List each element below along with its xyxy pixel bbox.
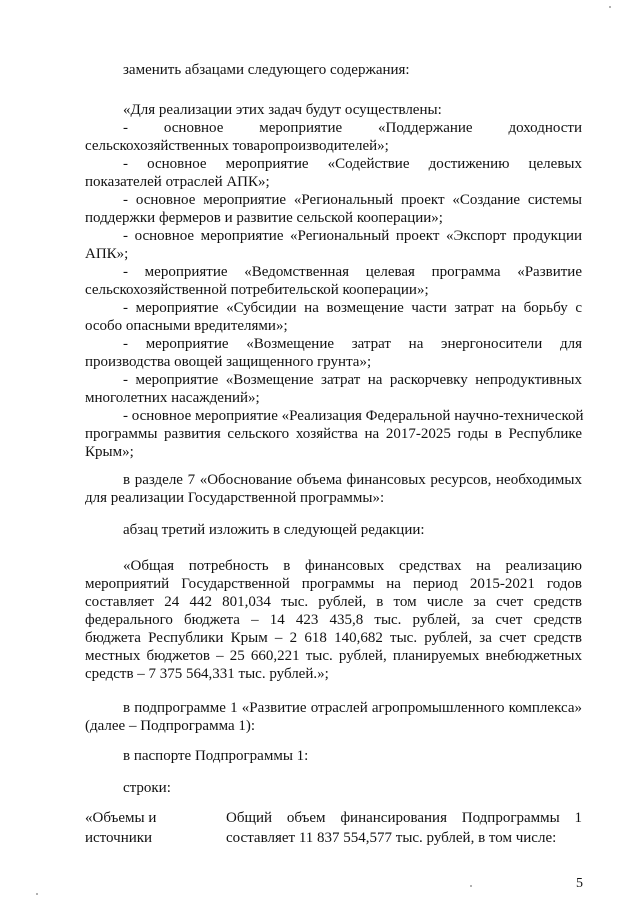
page-number: 5 <box>576 876 583 891</box>
text-line: многолетних насаждений»; <box>85 390 260 406</box>
scan-speck <box>36 893 38 895</box>
text-line: федерального бюджета – 14 423 435,8 тыс. рублей, за счет средств <box>85 612 582 628</box>
text-line: в паспорте Подпрограммы 1: <box>123 748 309 764</box>
text-line: «Общая потребность в финансовых средствах на реализацию <box>123 558 582 574</box>
text-line: для реализации Государственной программы»: <box>85 490 385 506</box>
text-line: бюджета Республики Крым – 2 618 140,682 тыс. рублей, за счет средств <box>85 630 582 646</box>
text-line: составляет 24 442 801,034 тыс. рублей, в том числе за счет средств <box>85 594 582 610</box>
text-line: заменить абзацами следующего содержания: <box>123 62 410 78</box>
text-line: - основное мероприятие «Поддержание доходности <box>123 120 582 136</box>
table-cell-line: составляет 11 837 554,577 тыс. рублей, в том числе: <box>226 830 557 846</box>
table-cell-line: источники <box>85 830 153 846</box>
table-cell-line: Общий объем финансирования Подпрограммы 1 <box>226 810 582 826</box>
table-cell-line: «Объемы и <box>85 810 157 826</box>
text-line: - основное мероприятие «Региональный проект «Экспорт продукции <box>123 228 582 244</box>
text-line: - мероприятие «Субсидии на возмещение части затрат на борьбу с <box>123 300 582 316</box>
scan-speck <box>609 6 611 8</box>
text-line: местных бюджетов – 25 660,221 тыс. рублей, планируемых внебюджетных <box>85 648 582 664</box>
text-line: производства овощей защищенного грунта»; <box>85 354 372 370</box>
scan-speck <box>470 885 472 887</box>
text-line: - основное мероприятие «Региональный проект «Создание системы <box>123 192 582 208</box>
text-line: поддержки фермеров и развитие сельской кооперации»; <box>85 210 443 226</box>
text-line: в подпрограмме 1 «Развитие отраслей агропромышленного комплекса» <box>123 700 582 716</box>
text-line: мероприятий Государственной программы на период 2015-2021 годов <box>85 576 582 592</box>
text-line: - основное мероприятие «Реализация Федеральной научно-технической <box>123 408 584 424</box>
text-line: АПК»; <box>85 246 129 262</box>
text-line: особо опасными вредителями»; <box>85 318 288 334</box>
text-line: - мероприятие «Возмещение затрат на раскорчевку непродуктивных <box>123 372 582 388</box>
text-line: абзац третий изложить в следующей редакции: <box>123 522 425 538</box>
text-line: сельскохозяйственных товаропроизводителей»; <box>85 138 389 154</box>
text-line: Крым»; <box>85 444 134 460</box>
text-line: - мероприятие «Возмещение затрат на энергоносители для <box>123 336 582 352</box>
text-line: программы развития сельского хозяйства на 2017-2025 годы в Республике <box>85 426 582 442</box>
text-line: средств – 7 375 564,331 тыс. рублей.»; <box>85 666 329 682</box>
table-cell-value <box>226 808 582 848</box>
text-line: - мероприятие «Ведомственная целевая программа «Развитие <box>123 264 582 280</box>
text-line: (далее – Подпрограмма 1): <box>85 718 256 734</box>
text-line: «Для реализации этих задач будут осуществлены: <box>123 102 442 118</box>
text-line: показателей отраслей АПК»; <box>85 174 270 190</box>
text-line: - основное мероприятие «Содействие достижению целевых <box>123 156 582 172</box>
text-line: строки: <box>123 780 171 796</box>
table-cell-label <box>85 808 205 848</box>
text-line: сельскохозяйственной потребительской кооперации»; <box>85 282 429 298</box>
text-line: в разделе 7 «Обоснование объема финансовых ресурсов, необходимых <box>123 472 582 488</box>
